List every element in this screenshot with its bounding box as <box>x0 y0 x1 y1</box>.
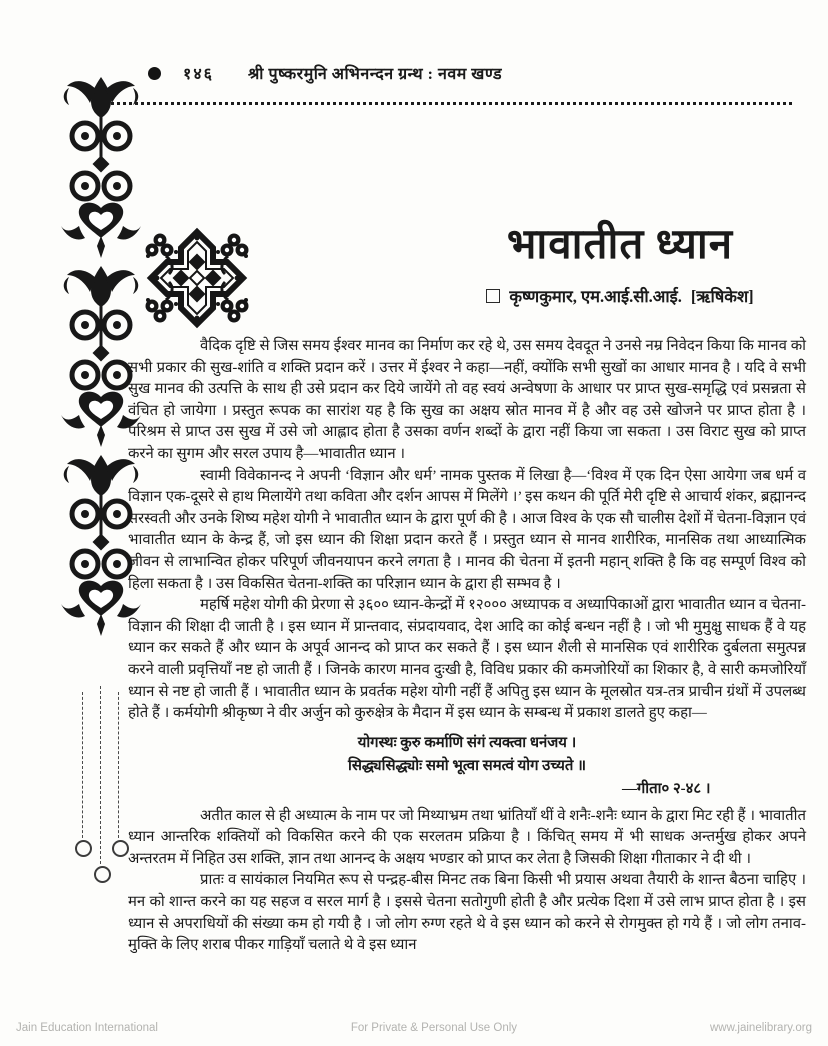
verse-attribution: —गीता० २-४८ । <box>622 780 711 797</box>
paragraph-2: स्वामी विवेकानन्द ने अपनी ‘विज्ञान और धर्म’ नामक पुस्तक में लिखा है—‘विश्व में एक दिन ऐसा आयेगा जब धर्म व विज्ञान एक-दूसरे से हाथ मिलायेंगे तथा कविता और दर्शन आपस में मिलेंगे ।’ इस कथन की पूर्ति मेरी दृष्टि से आचार्य शंकर, ब्रह्मानन्द सरस्वती और उनके शिष्य महेश योगी ने भावातीत ध्यान के द्वारा पूर्ण की है । आज विश्व के एक सौ चालीस देशों में चेतना-विज्ञान एवं भावातीत ध्यान के केन्द्र हैं, जो इस ध्यान की शिक्षा प्रदान करते हैं । प्रस्तुत ध्यान से मानव शारीरिक, मानसिक तथा आध्यात्मिक जीवन से लाभान्वित होकर परिपूर्ण जीवनयापन करने लगता है । मानव की चेतना में इतनी महान् शक्ति है कि वह सम्पूर्ण विश्व को हिला सकता है । उस विकसित चेतना-शक्ति का परिज्ञान ध्यान के द्वारा ही सम्भव है । <box>128 467 806 592</box>
byline-author: कृष्णकुमार, एम.आई.सी.आई. <box>509 287 682 307</box>
gita-verse <box>204 732 731 801</box>
page-header <box>148 62 502 84</box>
paragraph-3: महर्षि महेश योगी की प्रेरणा से ३६०० ध्यान-केन्द्रों में १२००० अध्यापक व अध्यापिकाओं द्वारा भावातीत ध्यान व चेतना-विज्ञान की शिक्षा दी जाती है । इस ध्यान में प्रान्तवाद, संप्रदायवाद, देश आदि का कोई बन्धन नहीं है । जो भी मुमुक्षु साधक हैं वे यह ध्यान कर सकते हैं और ध्यान के अपूर्व आनन्द को प्राप्त कर सकते हैं । इस ध्यान शैली से मानसिक एवं शारीरिक दुर्बलता समुत्पन्न करने वाली प्रवृत्तियाँ नष्ट हो जाती हैं । जिनके कारण मानव दुःखी है, विविध प्रकार की कमजोरियों का शिकार है, वे सारी कमजोरियाँ ध्यान से नष्ट हो जाती हैं । भावातीत ध्यान के प्रवर्तक महेश योगी नहीं हैं अपितु इस ध्यान के मूलस्रोत यत्र-तत्र प्राचीन ग्रंथों में उपलब्ध होते हैं । कर्मयोगी श्रीकृष्ण ने वीर अर्जुन को कुरुक्षेत्र के मैदान में इस ध्यान के सम्बन्ध में प्रकाश डालते हुए कहा— <box>128 597 806 722</box>
verse-line-2: सिद्ध्यसिद्ध्योः समो भूत्वा समत्वं योग उच्यते ॥ <box>348 757 586 774</box>
article-title: भावातीत ध्यान <box>506 222 734 268</box>
header-bullet-icon <box>148 67 161 80</box>
footer-right: www.jainelibrary.org <box>709 1022 812 1034</box>
paragraph-5: प्रातः व सायंकाल नियमित रूप से पन्द्रह-बीस मिनट तक बिना किसी भी प्रयास अथवा तैयारी के शान्त बैठना चाहिए । मन को शान्त करने का यह सहज व सरल मार्ग है । इससे चेतना सतोगुणी होती है और प्रत्येक दिशा में उसे लाभ प्राप्त होता है । इस ध्यान से अपराधियों की संख्या कम हो गयी है । जो लोग रुग्ण रहते थे वे इस ध्यान को करने से रोगमुक्त हो गये हैं । जो लोग तनाव-मुक्ति के लिए शराब पीकर गाड़ियाँ चलाते थे वे इस ध्यान <box>128 872 806 954</box>
footer-center: For Private & Personal Use Only <box>350 1022 518 1034</box>
byline-square-icon <box>486 289 500 303</box>
pendant-line-icon <box>100 686 101 864</box>
page-number: १४६ <box>183 66 214 83</box>
book-title: श्री पुष्करमुनि अभिनन्दन ग्रन्थ : नवम खण्ड <box>247 66 503 83</box>
pendant-circle-icon <box>94 866 111 883</box>
article-title-block <box>420 222 820 307</box>
paragraph-1: वैदिक दृष्टि से जिस समय ईश्वर मानव का निर्माण कर रहे थे, उस समय देवदूत ने उनसे नम्र निवेदन किया कि मानव को सभी प्रकार की सुख-शांति व शक्ति प्रदान करें । उत्तर में ईश्वर ने कहा—नहीं, क्योंकि सभी सुखों का आधार मानव है । यदि वे सभी सुख मानव की उत्पत्ति के साथ ही उसे प्रदान कर दिये जायेंगे तो वह स्वयं अन्वेषणा के आधार पर प्राप्त सुख-समृद्धि एवं प्रसन्नता से वंचित हो जायेगा । प्रस्तुत रूपक का सारांश यह है कि सुख का अक्षय स्रोत मानव में है और वह उसे खोजने पर प्राप्त होता है । परिश्रम से प्राप्त उस सुख में उसे जो आह्लाद होता है उसका वर्णन शब्दों के द्वारा नहीं किया जा सकता । उस विराट सुख को प्राप्त करने का सुगम और सरल उपाय है—भावातीत ध्यान । <box>128 338 806 462</box>
byline <box>420 284 820 307</box>
dotted-rule-icon <box>98 102 792 105</box>
footer-left: Jain Education International <box>16 1022 158 1034</box>
byline-place: [ऋषिकेश] <box>690 287 754 307</box>
pendant-line-icon <box>118 692 119 838</box>
verse-line-1: योगस्थः कुरु कर्माणि संगं त्यक्त्वा धनंजय । <box>357 734 577 751</box>
article-body <box>128 336 806 957</box>
pendant-circle-icon <box>75 840 92 857</box>
paragraph-4: अतीत काल से ही अध्यात्म के नाम पर जो मिथ्याभ्रम तथा भ्रांतियाँ थीं वे शनैः-शनैः ध्यान के द्वारा मिट रही हैं । भावातीत ध्यान आन्तरिक शक्तियों को विकसित करने की एक सरलतम प्रक्रिया है । किंचित् समय में भी साधक अन्तर्मुख होकर अपने अन्तरतम में निहित उस शक्ति, ज्ञान तथा आनन्द के अक्षय भण्डार को प्राप्त कर लेता है जिसकी शिक्षा गीताकार ने दी थी । <box>128 807 806 867</box>
ornament-medallion-icon <box>140 226 254 332</box>
pendant-circle-icon <box>112 840 129 857</box>
page-footer <box>0 1022 828 1034</box>
pendant-line-icon <box>82 692 83 838</box>
